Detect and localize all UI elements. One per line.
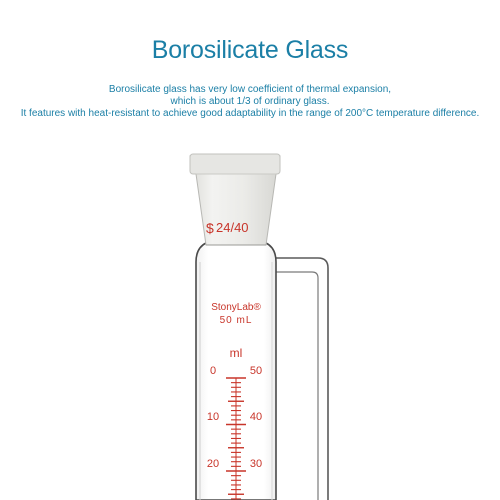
scale-left-0: 0 [209,365,217,377]
scale-left-10: 10 [206,411,220,423]
joint-symbol: $ [206,220,214,236]
scale-left-20: 20 [206,458,220,470]
side-arm [268,258,328,500]
unit-label: ml [229,346,243,360]
joint-size: 24/40 [216,220,249,235]
scale-right-50: 50 [249,365,263,377]
scale-right-30: 30 [249,458,263,470]
description-line-2: which is about 1/3 of ordinary glass. [170,96,330,107]
description-line-3: It features with heat-resistant to achieve good adaptability in the range of 200°C temperature difference. [20,108,480,119]
scale-right-40: 40 [249,411,263,423]
description-line-1: Borosilicate glass has very low coefficient of thermal expansion, [108,84,392,95]
capacity-label: 50 mL [219,315,253,326]
heading: Borosilicate Glass [151,36,349,64]
brand-label: StonyLab® [211,302,261,313]
